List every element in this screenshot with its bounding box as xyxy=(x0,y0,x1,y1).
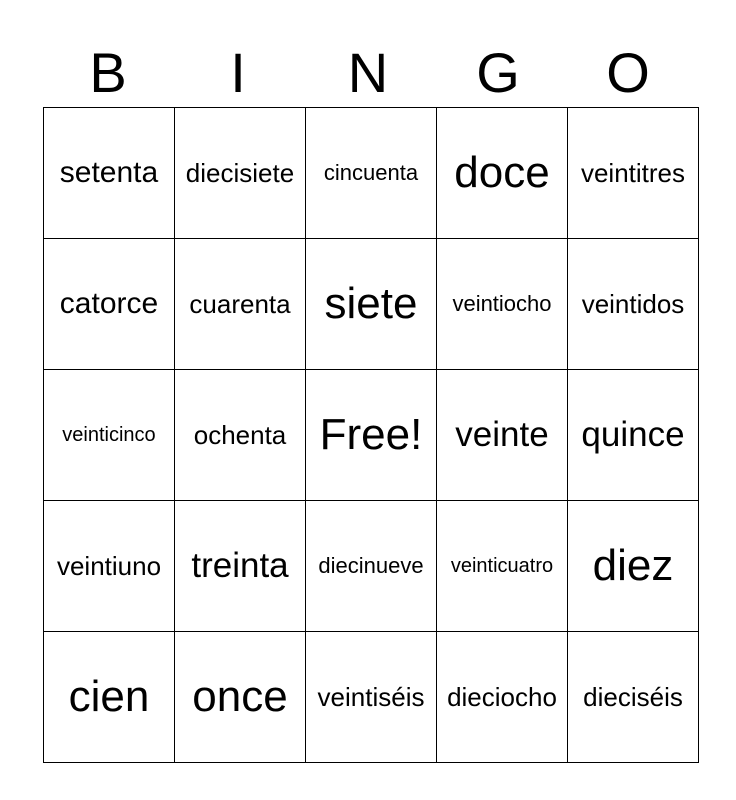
free-space-cell[interactable]: Free! xyxy=(306,370,437,501)
bingo-cell[interactable]: quince xyxy=(568,370,699,501)
bingo-cell[interactable]: veinticuatro xyxy=(437,501,568,632)
bingo-board xyxy=(43,107,699,763)
bingo-cell[interactable]: setenta xyxy=(44,108,175,239)
bingo-cell[interactable]: dieciséis xyxy=(568,632,699,763)
bingo-cell[interactable]: treinta xyxy=(175,501,306,632)
bingo-cell[interactable]: dieciocho xyxy=(437,632,568,763)
bingo-cell[interactable]: once xyxy=(175,632,306,763)
bingo-header xyxy=(43,40,693,106)
bingo-cell[interactable]: doce xyxy=(437,108,568,239)
bingo-cell[interactable]: veintitres xyxy=(568,108,699,239)
board-row xyxy=(44,239,699,370)
bingo-cell[interactable]: veintiocho xyxy=(437,239,568,370)
board-row xyxy=(44,108,699,239)
board-row xyxy=(44,501,699,632)
header-letter-b: B xyxy=(89,41,127,104)
board-row xyxy=(44,632,699,763)
bingo-cell[interactable]: veintidos xyxy=(568,239,699,370)
bingo-cell[interactable]: ochenta xyxy=(175,370,306,501)
bingo-cell[interactable]: veinte xyxy=(437,370,568,501)
header-letter-g: G xyxy=(476,41,520,104)
bingo-cell[interactable]: diecinueve xyxy=(306,501,437,632)
bingo-cell[interactable]: cincuenta xyxy=(306,108,437,239)
bingo-cell[interactable]: diecisiete xyxy=(175,108,306,239)
bingo-cell[interactable]: veintiséis xyxy=(306,632,437,763)
bingo-cell[interactable]: cien xyxy=(44,632,175,763)
bingo-cell[interactable]: catorce xyxy=(44,239,175,370)
bingo-cell[interactable]: veintiuno xyxy=(44,501,175,632)
header-letter-n: N xyxy=(347,41,389,104)
board-row xyxy=(44,370,699,501)
header-letter-o: O xyxy=(606,41,650,104)
bingo-cell[interactable]: diez xyxy=(568,501,699,632)
bingo-cell[interactable]: cuarenta xyxy=(175,239,306,370)
bingo-cell[interactable]: siete xyxy=(306,239,437,370)
header-letter-i: I xyxy=(230,41,246,104)
bingo-cell[interactable]: veinticinco xyxy=(44,370,175,501)
